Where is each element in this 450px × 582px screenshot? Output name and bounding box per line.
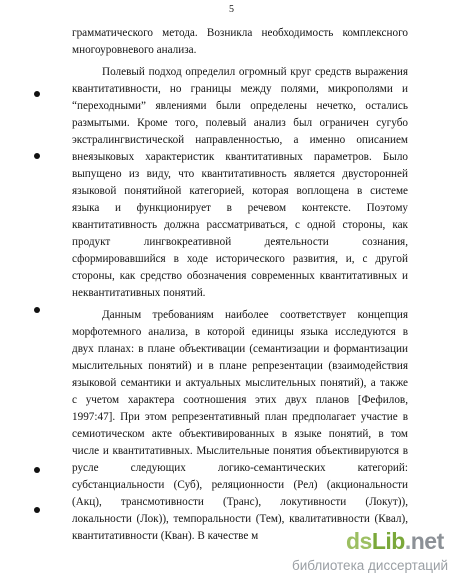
text-line: языковой семантики и актуальных мыслительных понятий), а также xyxy=(72,377,408,389)
text-line: продукт лингвокреативной деятельности сознания, xyxy=(72,236,408,248)
dslib-watermark xyxy=(286,528,450,578)
text-line: локальности (Лок)), темпоральности (Тем), квалитативности (Квал), xyxy=(72,513,408,525)
text-line: языковой понятийной категорией, которая воплощена в системе xyxy=(72,185,408,197)
margin-bullet xyxy=(34,467,40,473)
text-line: морфотемного анализа, в которой единицы языка исследуются в xyxy=(72,326,408,338)
text-line: квантитативности (Кван). В качестве м xyxy=(72,530,259,542)
text-line: “переходными” явлениями были определены нечетко, остались xyxy=(72,100,408,112)
page-number: 5 xyxy=(229,4,234,15)
text-line: многоуровневого анализа. xyxy=(72,44,197,56)
text-line: стороны, как средство обозначения современных квантитативных и xyxy=(72,270,408,282)
margin-bullet xyxy=(34,507,40,513)
text-line: Данным требованиям наиболее соответствует концепция xyxy=(102,309,408,321)
text-line: числе и квантитативных. Мыслительные понятия объективируются в xyxy=(72,445,408,457)
text-line: с учетом характера соотношения этих двух планов [Фефилов, xyxy=(72,394,408,406)
margin-bullet xyxy=(34,307,40,313)
text-line: экстралингвистической направленностью, а именно описанием xyxy=(72,134,408,146)
text-line: квантитативность должна рассматриваться, с одной стороны, как xyxy=(72,219,408,231)
text-line: семиотическом акте объективированных в языке понятий, в том xyxy=(72,428,408,440)
text-line: квантитативности, но границы между полями, микрополями и xyxy=(72,83,408,95)
text-line: языка и функционирует в речевом контексте. Поэтому xyxy=(72,202,408,214)
margin-bullet xyxy=(34,153,40,159)
text-line: сформировавшийся в ходе исторического развития, и, с другой xyxy=(72,253,408,265)
text-line: неквантитативных понятий. xyxy=(72,287,206,299)
text-line: выпущено из виду, что квантитативность является двусторонней xyxy=(72,168,408,180)
text-line: русле следующих логико-семантических категорий: xyxy=(72,462,408,474)
text-line: Полевый подход определил огромный круг средств выражения xyxy=(102,66,408,78)
text-line: грамматического метода. Возникла необходимость комплексного xyxy=(72,27,408,39)
watermark-logo: dsLib.net xyxy=(346,528,444,554)
text-line: 1997:47]. При этом репрезентативный план предполагает участие в xyxy=(72,411,408,423)
text-line: мыслительных понятий) и в плане репрезентации (взаимодействия xyxy=(72,360,408,372)
text-line: субстанциальности (Суб), реляционности (Рел) (акциональности xyxy=(72,479,408,491)
text-line: внеязыковых характеристик квантитативных параметров. Было xyxy=(72,151,408,163)
watermark-subtitle: библиотека диссертаций xyxy=(292,558,449,573)
text-line: размытыми. Кроме того, полевый анализ был ограничен сугубо xyxy=(72,117,408,129)
margin-bullet xyxy=(34,91,40,97)
text-line: двух планах: в плане объективации (семантизации и формантизации xyxy=(72,343,408,355)
text-line: (Акц), трансмотивности (Транс), локутивности (Локут)), xyxy=(72,496,408,508)
